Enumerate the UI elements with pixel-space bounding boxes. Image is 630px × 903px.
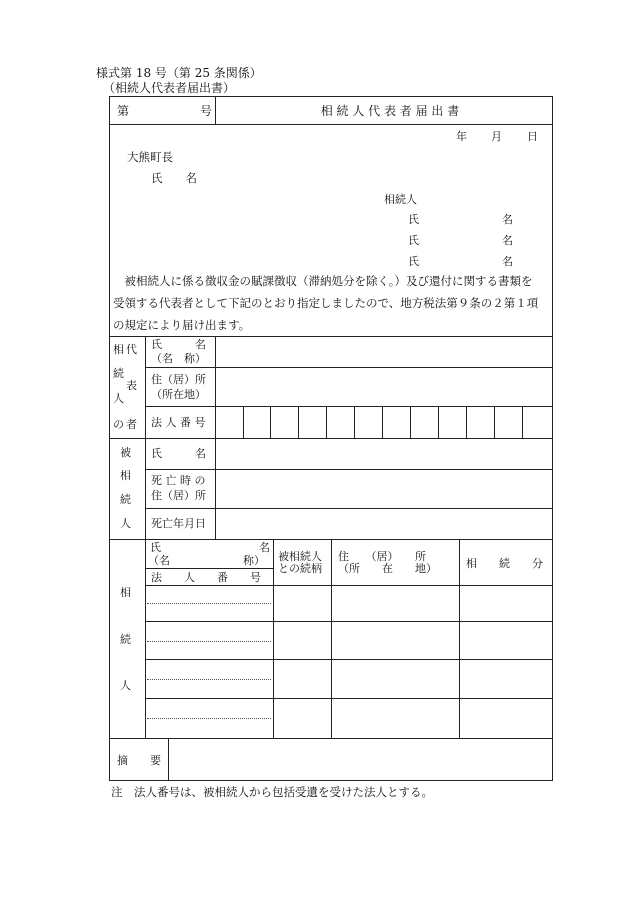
heirs-col-address-sub: （所 在 地） xyxy=(338,562,437,575)
number-label-right: 号 xyxy=(200,104,213,118)
heirs-col-name-sub: 称） xyxy=(243,554,265,567)
rep-side-char: 表 xyxy=(126,379,137,392)
decedent-address-label-sub: 住（居）所 xyxy=(151,489,206,502)
rep-side-char: の xyxy=(113,418,124,431)
rep-side-char: 相 xyxy=(113,343,124,356)
heirs-col-relation: 被相続人 xyxy=(278,550,322,563)
decedent-name-label: 氏 名 xyxy=(151,447,206,460)
heirs-header-bottom xyxy=(145,585,553,586)
decedent-side-char: 相 xyxy=(120,469,131,482)
corp-number-cell-line xyxy=(438,406,439,438)
number-label-left: 第 xyxy=(117,104,130,118)
heirs-col-share: 相 続 分 xyxy=(466,557,543,570)
form-subtitle: （相続人代表者届出書） xyxy=(103,81,236,95)
remarks-divider xyxy=(168,738,169,781)
remarks-top-line xyxy=(109,738,553,739)
rep-address-label-sub: （所在地） xyxy=(151,388,206,401)
decedent-value-divider xyxy=(215,438,216,539)
form-heading: 相 続 人 代 表 者 届 出 書 xyxy=(320,104,460,118)
statement xyxy=(113,270,553,336)
rep-top-line xyxy=(109,336,553,337)
rep-row-line xyxy=(145,406,553,407)
heir-name-left: 氏 xyxy=(408,234,419,247)
heirs-col-name-sub: （名 xyxy=(148,554,170,567)
heirs-label: 相続人 xyxy=(384,193,417,206)
rep-side-char: 人 xyxy=(113,392,124,405)
rep-name-label: 氏 名 xyxy=(151,338,206,351)
heirs-col-corp-number: 法 人 番 号 xyxy=(151,571,261,584)
heir-name-right: 名 xyxy=(502,213,513,226)
heirs-col-divider xyxy=(273,539,274,738)
corp-number-cell-line xyxy=(243,406,244,438)
rep-address-label: 住（居）所 xyxy=(151,373,206,386)
corp-number-cell-line xyxy=(270,406,271,438)
heirs-col-relation-sub: との続柄 xyxy=(278,562,322,575)
corp-number-cell-line xyxy=(326,406,327,438)
heir-name-left: 氏 xyxy=(408,213,419,226)
decedent-side-char: 人 xyxy=(120,517,131,530)
addressee-name-label: 氏 名 xyxy=(151,171,197,185)
statement-line: 被相続人に係る徴収金の賦課徴収（滞納処分を除く。）及び還付に関する書類を xyxy=(113,274,533,288)
corp-number-cell-line xyxy=(410,406,411,438)
rep-value-divider xyxy=(215,336,216,438)
footnote: 注 法人番号は、被相続人から包括受遺を受けた法人とする。 xyxy=(111,785,433,799)
heirs-col-divider xyxy=(331,539,332,738)
heir-name-left: 氏 xyxy=(408,255,419,268)
heirs-row-line xyxy=(145,659,553,660)
corp-number-cell-line xyxy=(354,406,355,438)
date-day-label: 日 xyxy=(527,130,538,143)
heirs-dotted-line xyxy=(147,603,271,604)
corp-number-cell-line xyxy=(494,406,495,438)
rep-label-divider xyxy=(145,336,146,438)
statement-line: 受領する代表者として下記のとおり指定しましたので、地方税法第９条の２第１項 xyxy=(113,296,539,310)
header-divider xyxy=(215,96,216,124)
heir-name-right: 名 xyxy=(502,255,513,268)
heirs-row-line xyxy=(145,698,553,699)
rep-side-char: 続 xyxy=(113,367,124,380)
decedent-row-line xyxy=(145,469,553,470)
decedent-address-label: 死 亡 時 の xyxy=(151,474,206,487)
decedent-side-char: 被 xyxy=(120,446,131,459)
rep-row-line xyxy=(145,367,553,368)
heirs-col-name: 氏 xyxy=(150,541,161,554)
heirs-row-line xyxy=(145,621,553,622)
rep-name-label-sub: （名 称） xyxy=(151,352,206,365)
corp-number-cell-line xyxy=(298,406,299,438)
heirs-side-char: 続 xyxy=(120,633,131,646)
decedent-row-line xyxy=(145,508,553,509)
date-year-label: 年 xyxy=(456,130,467,143)
rep-corp-number-label: 法 人 番 号 xyxy=(151,416,206,429)
decedent-death-date-label: 死亡年月日 xyxy=(151,517,206,530)
heirs-dotted-line xyxy=(147,718,271,719)
rep-side-char: 者 xyxy=(126,418,137,431)
heirs-side-char: 人 xyxy=(120,679,131,692)
corp-number-cell-line xyxy=(466,406,467,438)
heirs-col-divider xyxy=(459,539,460,738)
heirs-col-name: 名 xyxy=(259,541,270,554)
header-bottom-line xyxy=(109,124,553,125)
heirs-side-char: 相 xyxy=(120,586,131,599)
corp-number-cell-line xyxy=(382,406,383,438)
date-month-label: 月 xyxy=(491,130,502,143)
form-number-title: 様式第 18 号（第 25 条関係） xyxy=(96,66,262,80)
remarks-label: 摘 要 xyxy=(117,754,161,767)
statement-line: の規定により届け出ます。 xyxy=(113,318,251,332)
decedent-top-line xyxy=(109,438,553,439)
heirs-name-header-mid xyxy=(145,568,273,569)
heirs-dotted-line xyxy=(147,641,271,642)
corp-number-cell-line xyxy=(522,406,523,438)
heirs-dotted-line xyxy=(147,679,271,680)
decedent-label-divider xyxy=(145,438,146,539)
rep-side-char: 代 xyxy=(126,343,137,356)
heirs-col-address: 住 （居） 所 xyxy=(338,550,426,563)
heir-name-right: 名 xyxy=(502,234,513,247)
addressee: 大熊町長 xyxy=(127,150,173,164)
decedent-side-char: 続 xyxy=(120,493,131,506)
